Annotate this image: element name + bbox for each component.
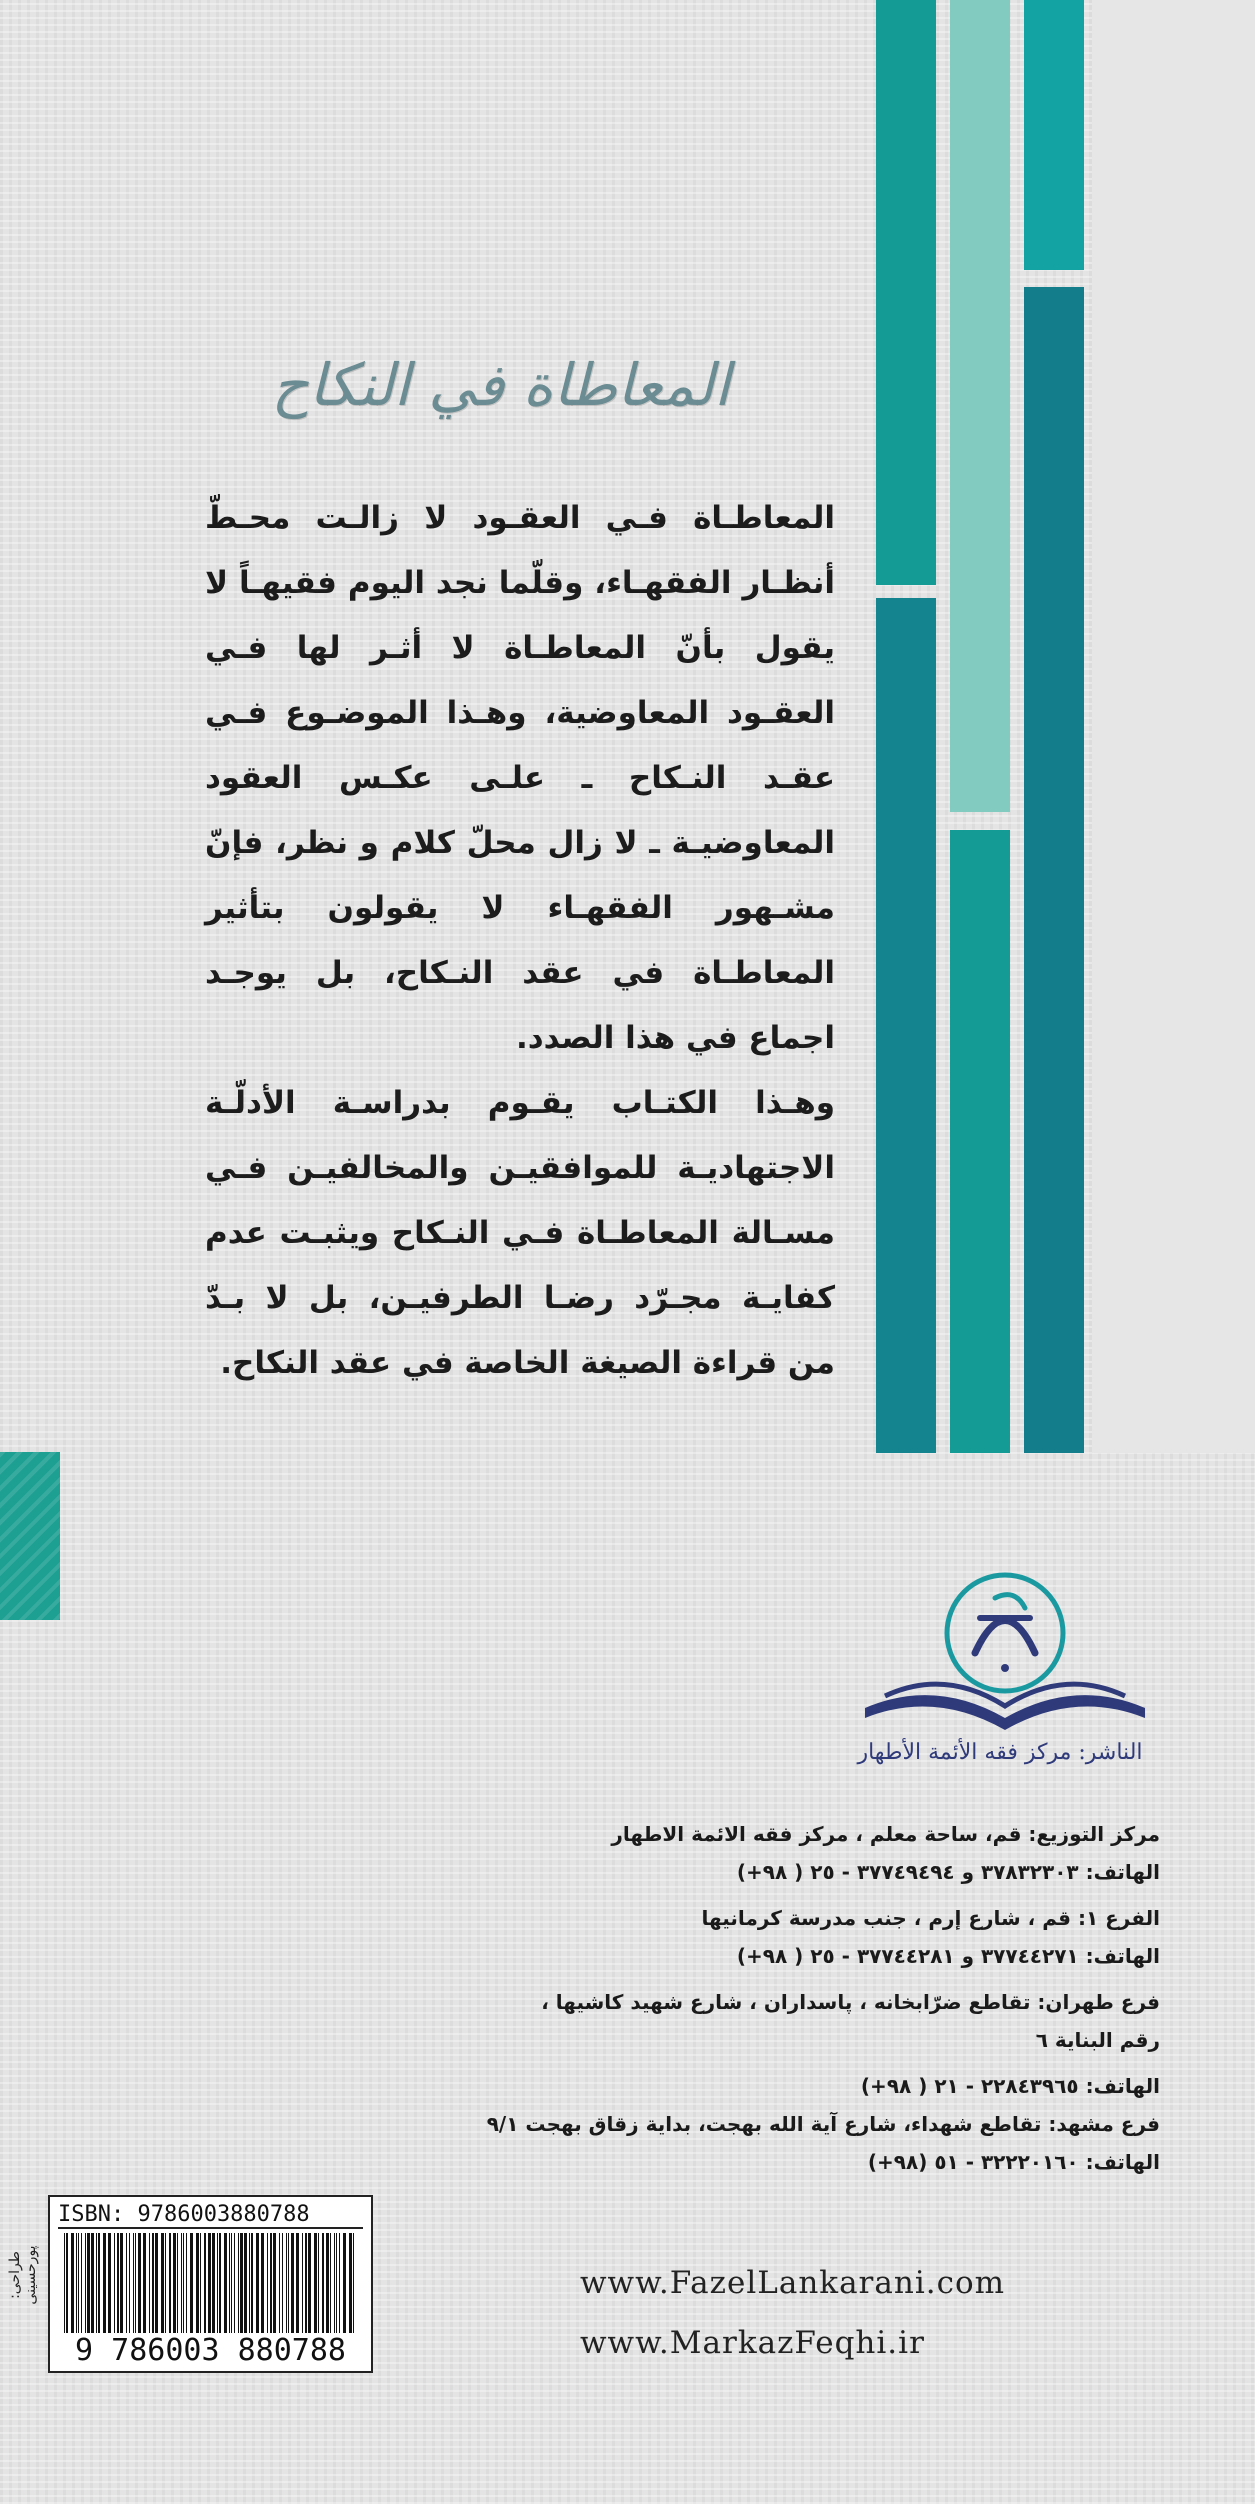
barcode-bar — [336, 2233, 337, 2333]
barcode-bar — [183, 2233, 184, 2333]
barcode-bar — [87, 2233, 90, 2333]
barcode-bar — [208, 2233, 211, 2333]
barcode-bar — [249, 2233, 250, 2333]
contact-line: فرع طهران: تقاطع ضرّابخانه ، پاسداران ، شارع شهيد كاشيها ، — [541, 1990, 1160, 2014]
barcode-bar — [353, 2233, 354, 2333]
contact-line: الهاتف: ٢٢٨٤٣٩٦٥ - ٢١ ( ٩٨+) — [860, 2074, 1160, 2098]
barcode-bar — [318, 2233, 319, 2333]
barcode-bar — [314, 2233, 317, 2333]
barcode-bar — [149, 2233, 150, 2333]
back-cover-blurb — [205, 486, 835, 1396]
barcode-bar — [286, 2233, 287, 2333]
barcode-bar — [133, 2233, 134, 2333]
barcode-bar — [161, 2233, 164, 2333]
contact-line: الهاتف: ٣٧٧٤٤٢٧١ و ٣٧٧٤٤٢٨١ - ٢٥ ( ٩٨+) — [736, 1944, 1160, 1968]
barcode-bar — [234, 2233, 235, 2333]
barcode-bar — [212, 2233, 215, 2333]
blurb-paragraph: المعاطـاة فـي العقـود لا زالـت محـطّ أنظـار الفقهـاء، وقلّما نجد اليوم فقيهـاً لا يقول بأنّ المعاطـاة لا أثـر لها فـي العقـود المعاوضية، وهـذا الموضـوع فـي عقـد النـكاح ـ علـى عكـس العقود المعاوضيـة ـ لا زال محلّ كلام و نظر، فإنّ مشـهور الفقهـاء لا يقولون بتأثير المعاطـاة في عقد النـكاح، بل يوجـد اجماع في هذا الصدد. — [205, 500, 835, 1056]
barcode-bar — [108, 2233, 111, 2333]
barcode-bar — [334, 2233, 335, 2333]
blurb-paragraph: وهـذا الكتـاب يقـوم بدراسـة الأدلّـة الاجتهاديـة للموافقيـن والمخالفيـن فـي مسـالة المعاطـاة فـي النـكاح ويثبـت عدم كفايـة مجـرّد رضـا الطرفيـن، بل لا بـدّ من قراءة الصيغة الخاصة في عقد النكاح. — [205, 1085, 835, 1381]
barcode-bar — [339, 2233, 340, 2333]
barcode-bar — [152, 2233, 154, 2333]
barcode-bar — [103, 2233, 106, 2333]
barcode-bar — [143, 2233, 146, 2333]
barcode-bar — [251, 2233, 253, 2333]
contact-line: الفرع ١: قم ، شارع إرم ، جنب مدرسة كرمانيها — [701, 1906, 1160, 1930]
barcode-bar — [244, 2233, 247, 2333]
barcode-bar — [98, 2233, 100, 2333]
contact-line: رقم البناية ٦ — [1035, 2028, 1160, 2052]
barcode-bar — [200, 2233, 201, 2333]
contact-line: مركز التوزيع: قم، ساحة معلم ، مركز فقه الائمة الاطهار — [611, 1822, 1160, 1846]
isbn-barcode — [48, 2195, 373, 2373]
barcode-bar — [326, 2233, 329, 2333]
barcode-bar — [322, 2233, 324, 2333]
barcode-bar — [291, 2233, 294, 2333]
barcode-bar — [85, 2233, 86, 2333]
barcode-bar — [165, 2233, 166, 2333]
barcode-bar — [177, 2233, 178, 2333]
barcode-bar — [204, 2233, 206, 2333]
publisher-name: الناشر: مركز فقه الأئمة الأطهار — [857, 1740, 1143, 1765]
barcode-bar — [190, 2233, 193, 2333]
barcode-bar — [181, 2233, 182, 2333]
barcode-bar — [169, 2233, 171, 2333]
decor-bar — [950, 0, 1010, 812]
barcode-bar — [273, 2233, 276, 2333]
barcode-bar — [78, 2233, 79, 2333]
barcode-bar — [308, 2233, 311, 2333]
website-link[interactable]: www.FazelLankarani.com — [580, 2265, 1006, 2301]
barcode-bar — [224, 2233, 227, 2333]
contact-info — [380, 1815, 1160, 2181]
barcode-bar — [64, 2233, 65, 2333]
barcode-bar — [155, 2233, 158, 2333]
barcode-bar — [66, 2233, 68, 2333]
decor-bar — [1024, 287, 1084, 1453]
isbn-digits: 9 786003 880788 — [75, 2333, 346, 2368]
barcode-bar — [114, 2233, 115, 2333]
barcode-bar — [282, 2233, 283, 2333]
designer-credit: طراحی: پورحسینی — [7, 2245, 39, 2305]
barcode-bar — [305, 2233, 307, 2333]
barcode-bar — [71, 2233, 74, 2333]
barcode-bar — [238, 2233, 239, 2333]
decor-stripe-block — [0, 1452, 60, 1620]
barcode-bar — [229, 2233, 230, 2333]
barcode-bar — [349, 2233, 352, 2333]
contact-line: فرع مشهد: تقاطع شهداء، شارع آية الله بهجت، بداية زقاق بهجت ٩/١ — [486, 2112, 1160, 2136]
contact-line: الهاتف: ٣٧٨٣٢٣٠٣ و ٣٧٧٤٩٤٩٤ - ٢٥ ( ٩٨+) — [736, 1860, 1160, 1884]
barcode-bar — [126, 2233, 127, 2333]
barcode-bar — [240, 2233, 243, 2333]
barcode-bar — [173, 2233, 176, 2333]
decor-bar — [950, 830, 1010, 1453]
barcode-bar — [76, 2233, 77, 2333]
barcode-bar — [138, 2233, 141, 2333]
barcode-bar — [120, 2233, 123, 2333]
decor-bar — [876, 0, 936, 585]
barcode-bar — [196, 2233, 199, 2333]
barcode-bar — [117, 2233, 119, 2333]
barcode-bar — [288, 2233, 289, 2333]
barcode-bar — [129, 2233, 130, 2333]
barcode-bar — [256, 2233, 259, 2333]
barcode-bar — [96, 2233, 97, 2333]
barcode-bar — [186, 2233, 187, 2333]
decor-bar-thin — [1092, 0, 1255, 1453]
contact-line: الهاتف: ٣٢٢٢٠١٦٠ - ٥١ (٩٨+) — [867, 2150, 1160, 2174]
barcode-bar — [296, 2233, 299, 2333]
barcode-bars — [64, 2233, 359, 2333]
barcode-bar — [135, 2233, 136, 2333]
decor-bar — [1024, 0, 1084, 270]
isbn-label: ISBN: 9786003880788 — [58, 2201, 363, 2229]
barcode-bar — [219, 2233, 221, 2333]
website-link[interactable]: www.MarkazFeqhi.ir — [580, 2325, 925, 2361]
barcode-bar — [231, 2233, 232, 2333]
barcode-bar — [267, 2233, 268, 2333]
barcode-bar — [91, 2233, 94, 2333]
barcode-bar — [261, 2233, 264, 2333]
barcode-bar — [217, 2233, 218, 2333]
book-title: المعاطاة في النكاح — [271, 351, 730, 419]
barcode-bar — [330, 2233, 331, 2333]
barcode-bar — [279, 2233, 280, 2333]
barcode-bar — [270, 2233, 272, 2333]
barcode-bar — [302, 2233, 303, 2333]
barcode-bar — [81, 2233, 82, 2333]
decor-bar — [876, 598, 936, 1453]
barcode-bar — [343, 2233, 346, 2333]
